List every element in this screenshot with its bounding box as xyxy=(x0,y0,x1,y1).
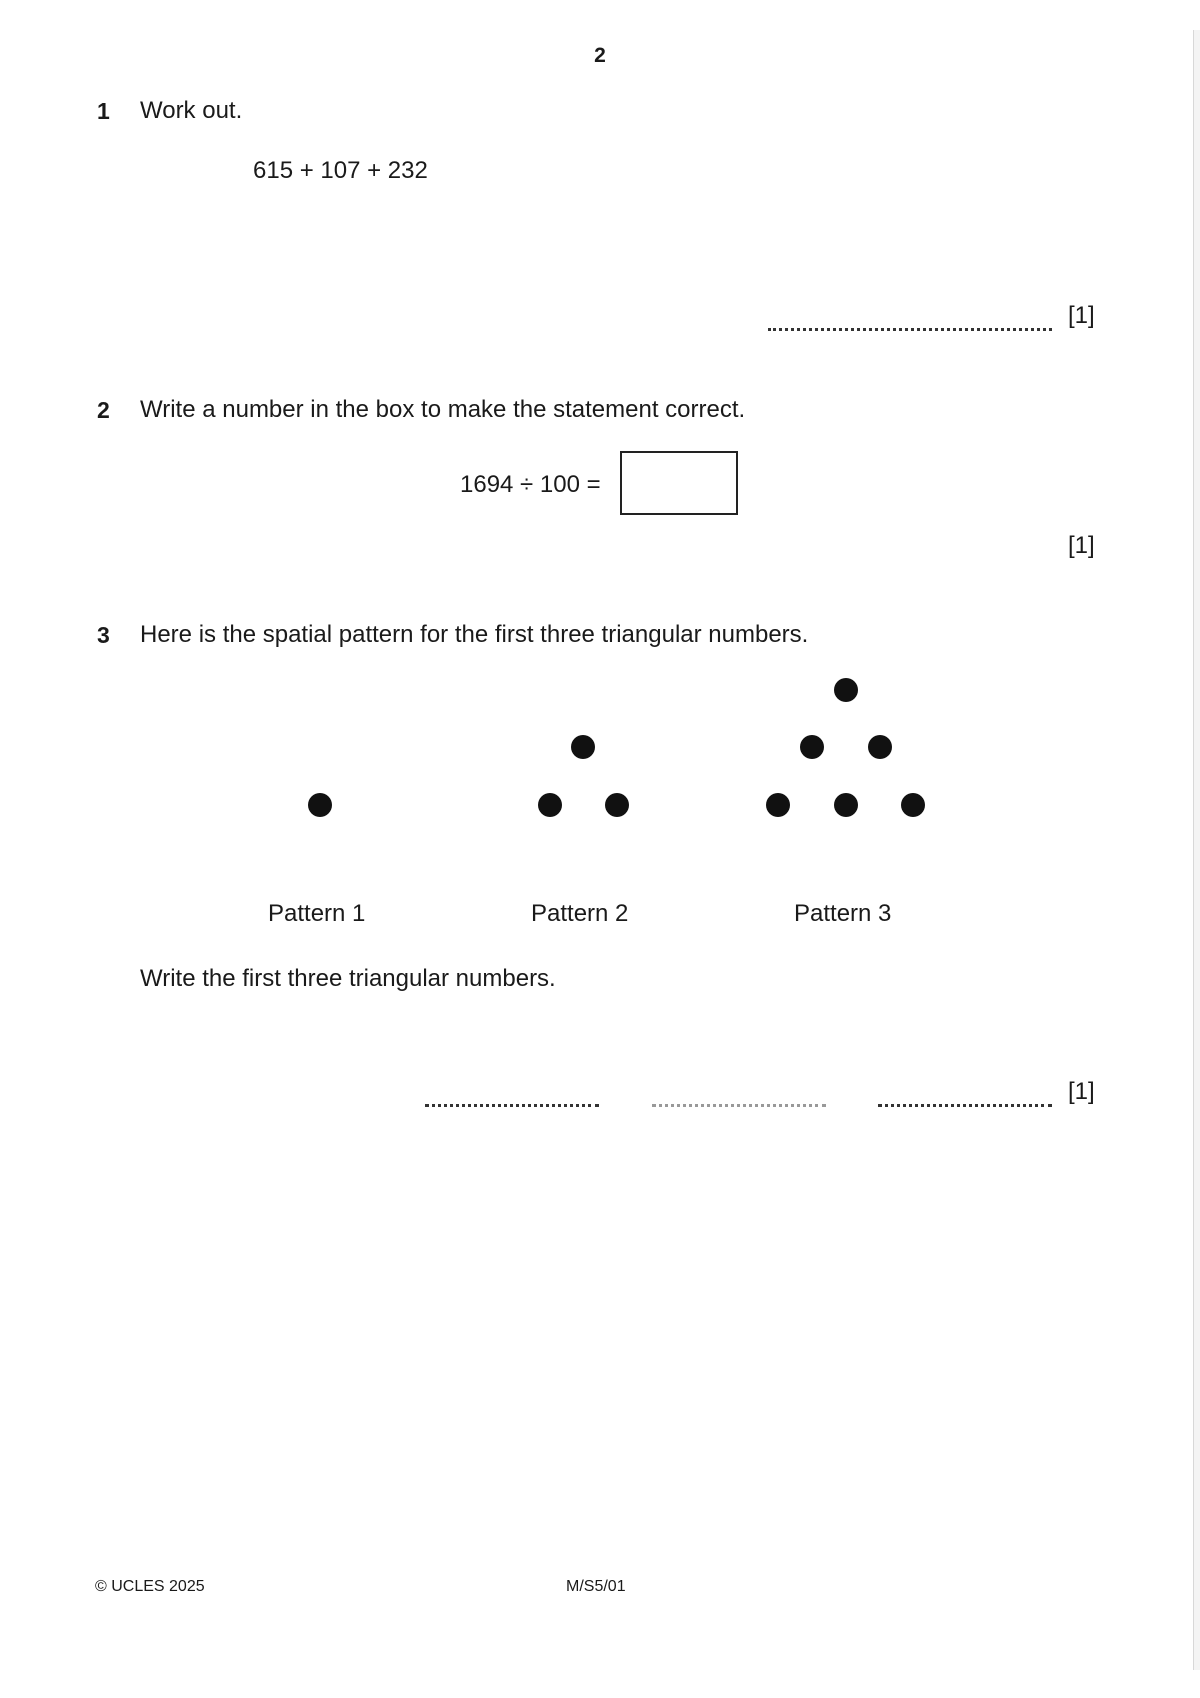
pattern-2-dot xyxy=(605,793,629,817)
pattern-3-dot xyxy=(901,793,925,817)
question-1-marks: [1] xyxy=(1068,302,1095,329)
pattern-3-dot xyxy=(834,793,858,817)
question-1-answer-line[interactable] xyxy=(768,328,1052,331)
footer-copyright: © UCLES 2025 xyxy=(95,1578,205,1595)
pattern-3-dot xyxy=(800,735,824,759)
question-2-number: 2 xyxy=(97,397,110,423)
question-1-text: Work out. xyxy=(140,97,243,124)
page-number: 2 xyxy=(594,44,606,67)
pattern-3-dot xyxy=(868,735,892,759)
pattern-3-label: Pattern 3 xyxy=(794,900,892,927)
question-3-text: Here is the spatial pattern for the first three triangular numbers. xyxy=(140,621,809,648)
pattern-2-dot xyxy=(571,735,595,759)
question-3-marks: [1] xyxy=(1068,1078,1095,1105)
page-edge xyxy=(1193,30,1200,1670)
question-1-expression: 615 + 107 + 232 xyxy=(253,157,428,184)
pattern-2-dot xyxy=(538,793,562,817)
question-2-expression: 1694 ÷ 100 = xyxy=(460,471,601,498)
pattern-3-dot xyxy=(834,678,858,702)
question-3-answer-line-2[interactable] xyxy=(652,1104,826,1107)
question-3-instruction: Write the first three triangular numbers. xyxy=(140,965,556,992)
question-3-number: 3 xyxy=(97,622,110,648)
pattern-2-label: Pattern 2 xyxy=(531,900,629,927)
pattern-1-dot xyxy=(308,793,332,817)
question-2-text: Write a number in the box to make the statement correct. xyxy=(140,396,746,423)
pattern-1-label: Pattern 1 xyxy=(268,900,366,927)
footer-paper-code: M/S5/01 xyxy=(566,1578,626,1595)
question-3-answer-line-1[interactable] xyxy=(425,1104,599,1107)
question-3-answer-line-3[interactable] xyxy=(878,1104,1052,1107)
pattern-3-dot xyxy=(766,793,790,817)
question-1-number: 1 xyxy=(97,98,110,124)
question-2-answer-box[interactable] xyxy=(620,451,738,515)
question-2-marks: [1] xyxy=(1068,532,1095,559)
